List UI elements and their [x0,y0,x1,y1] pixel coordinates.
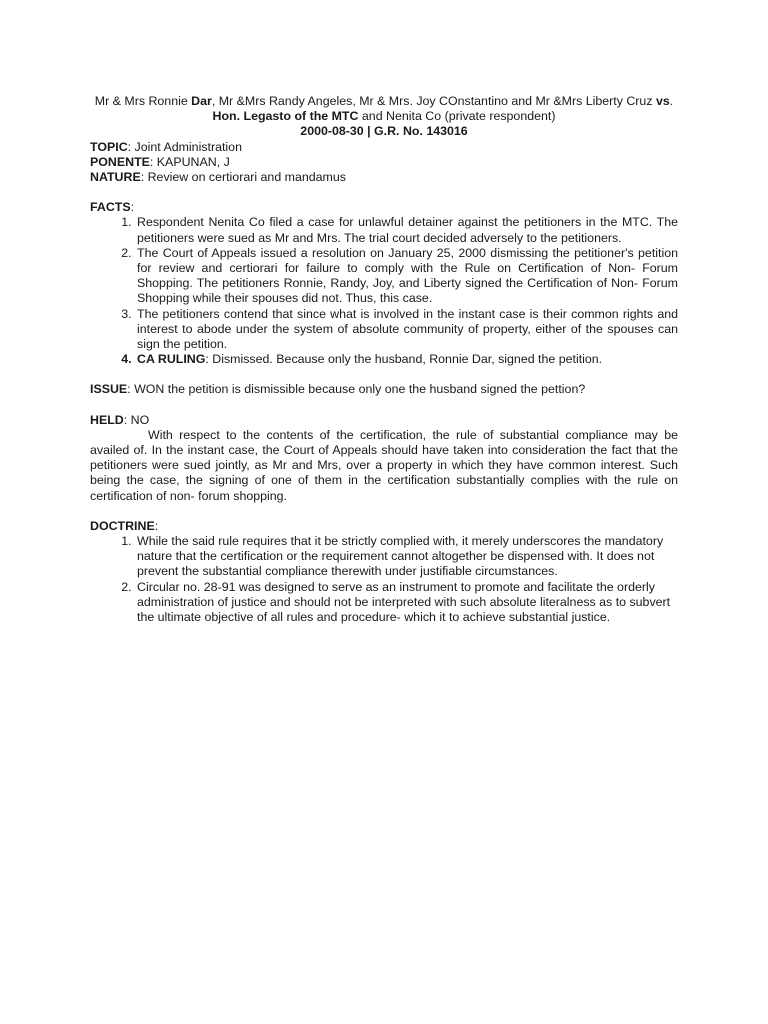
issue-text: : WON the petition is dismissible because only one the husband signed the pettion? [127,382,586,397]
nature-label: NATURE [90,170,141,185]
facts-item: 2. The Court of Appeals issued a resolution on January 25, 2000 dismissing the petitioner's petition for review and certiorari for failure to comply with the Rule on Certification of Non- Forum Shopping. The petitioners Ronnie, Randy, Joy, and Liberty signed the Certification of Non- Forum Shopping while their spouses did not. Thus, this case. [135,246,678,307]
parties-text-2: , Mr &Mrs Randy Angeles, Mr & Mrs. Joy COnstantino and Mr &Mrs Liberty Cruz [211,94,656,108]
facts-list [90,215,678,367]
versus-label: vs [655,94,670,108]
nature-value: : Review on certiorari and mandamus [140,170,346,185]
issue-label: ISSUE [90,382,128,397]
doctrine-section [90,519,678,625]
facts-label: FACTS [90,200,131,215]
ponente-line [90,155,678,170]
topic-label: TOPIC [90,139,128,154]
ca-ruling-label: CA RULING [137,352,206,367]
ca-ruling-text: : Dismissed. Because only the husband, Ronnie Dar, signed the petition. [205,352,603,367]
respondent-court: Hon. Legasto of the MTC [212,109,359,124]
facts-heading: FACTS: [90,200,135,215]
ponente-value: : KAPUNAN, J [149,154,230,169]
case-respondents-line [90,109,678,124]
doctrine-heading: DOCTRINE: [90,518,159,533]
case-header [90,94,678,140]
case-parties-line [90,94,678,109]
doctrine-item: 2. Circular no. 28-91 was designed to serve as an instrument to promote and facilitate the orderly administration of justice and should not be interpreted with such absolute literalness as to subvert the ultimate objective of all rules and procedure- which it to achieve substantial justice. [135,580,678,626]
parties-text-3: . [669,94,674,108]
doctrine-item: 1. While the said rule requires that it be strictly complied with, it merely underscores the mandatory nature that the certification or the requirement cannot altogether be dispensed with. It does not prevent the substantial compliance therewith under justifiable circumstances. [135,534,678,580]
respondent-private: and Nenita Co (private respondent) [358,109,556,124]
issue-line [90,382,678,397]
nature-line [90,170,678,185]
doctrine-list [90,534,678,625]
held-answer: : NO [123,412,150,427]
case-date-gr-line [90,124,678,139]
ca-ruling-item [135,352,678,367]
ponente-label: PONENTE [90,154,150,169]
parties-text-dar: Dar [191,94,212,108]
topic-line [90,140,678,155]
case-digest [90,94,678,625]
parties-text-1: Mr & Mrs Ronnie [94,94,192,108]
facts-item: 1. Respondent Nenita Co filed a case for unlawful detainer against the petitioners in the MTC. The petitioners were sued as Mr and Mrs. The trial court decided adversely to the petitioners. [135,215,678,245]
held-paragraph: With respect to the contents of the certification, the rule of substantial compliance may be availed of. In the instant case, the Court of Appeals should have taken into consideration the fact that the petitioners were sued jointly, as Mr and Mrs, over a property in which they have common interest. Such being the case, the signing of one of them in the certification substantially complies with the rule on certification of non- forum shopping. [90,427,678,503]
held-label: HELD [90,412,124,427]
facts-item: 3. The petitioners contend that since what is involved in the instant case is their common rights and interest to abode under the system of absolute community of property, either of the spouses can sign the petition. [135,307,678,353]
doctrine-label: DOCTRINE [90,518,155,533]
case-date-gr: 2000-08-30 | G.R. No. 143016 [300,124,468,139]
topic-value: : Joint Administration [127,139,242,154]
held-line [90,413,678,428]
